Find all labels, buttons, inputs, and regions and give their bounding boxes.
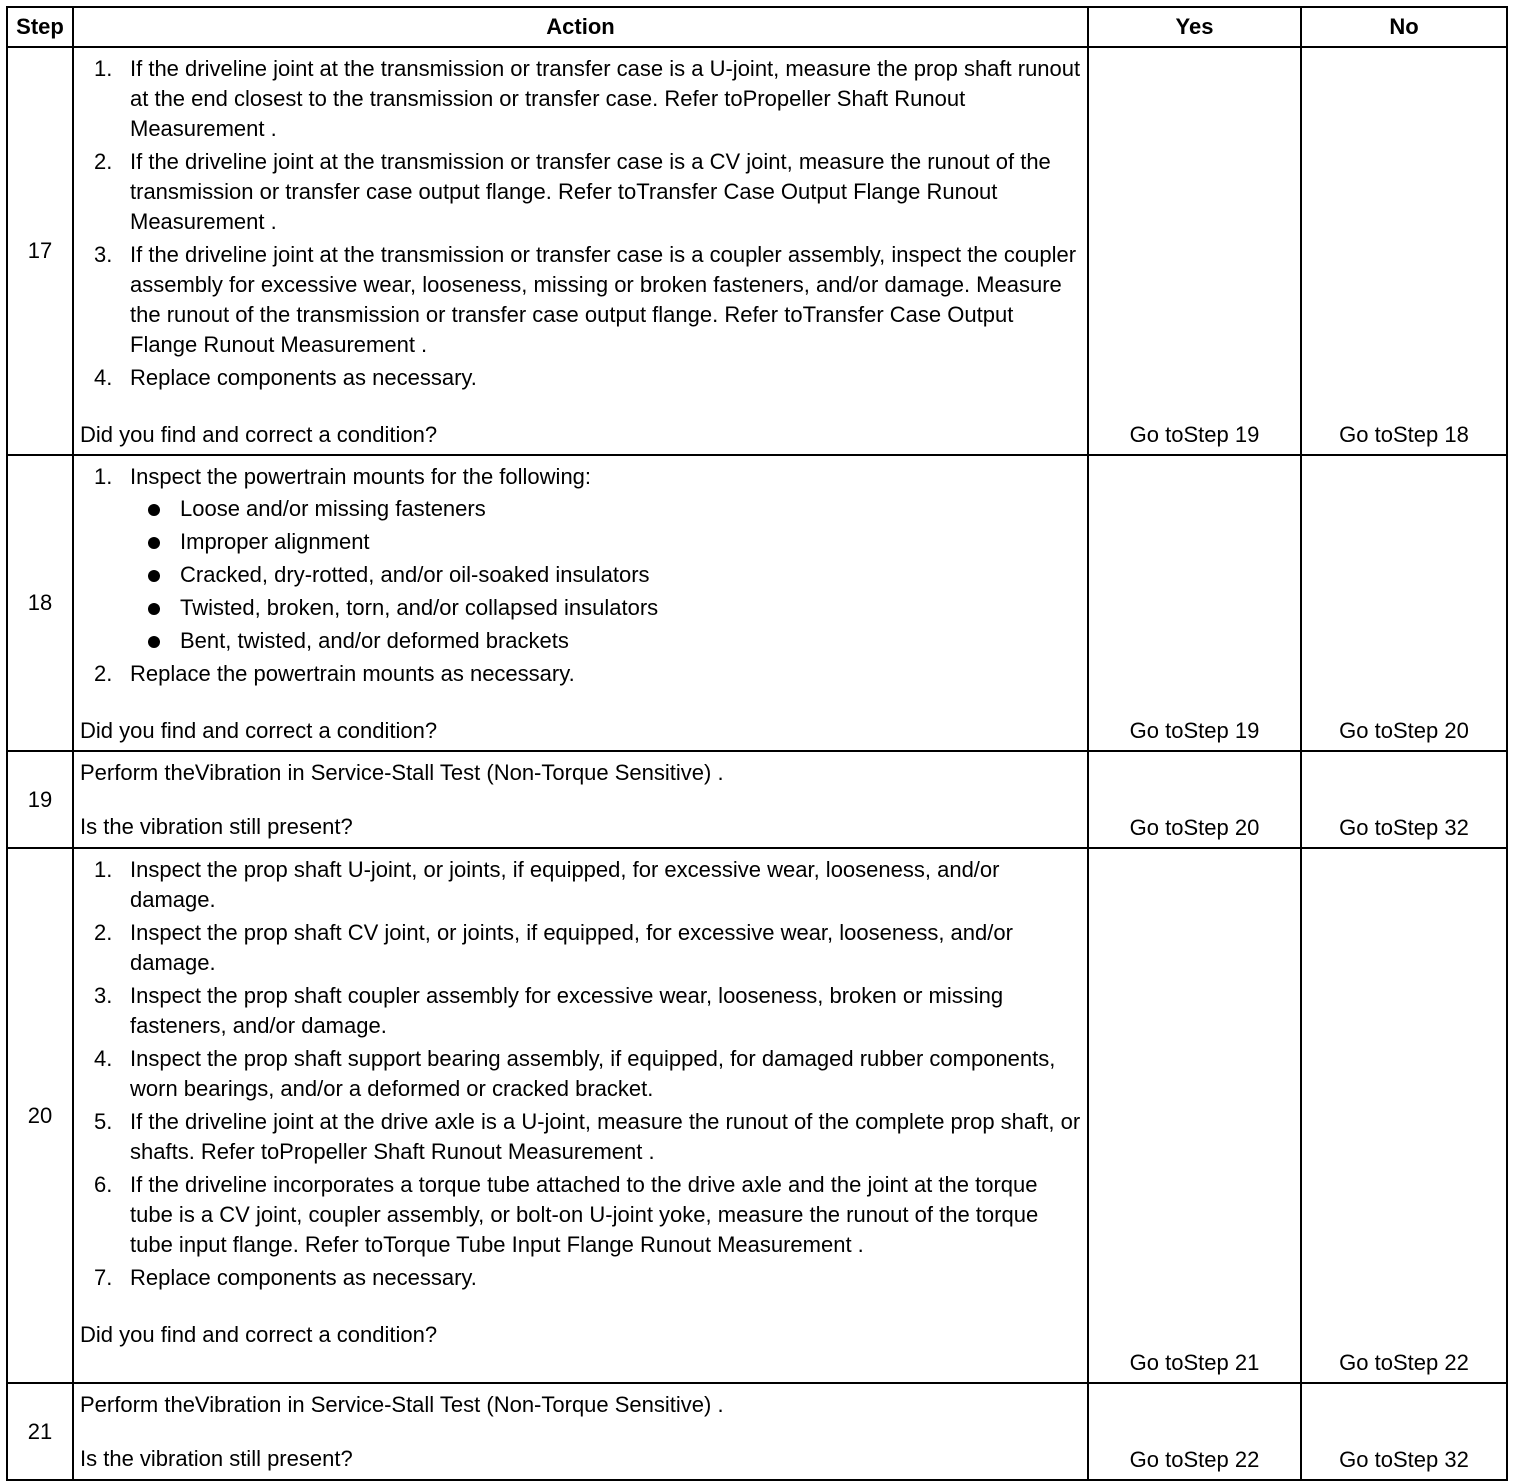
action-cell [73,47,1088,455]
diagnostic-table [6,6,1508,1481]
yes-result: Go toStep 20 [1088,751,1301,848]
action-question: Did you find and correct a condition? [80,1322,438,1347]
action-item [80,147,1081,237]
item-number: 2. [94,920,113,945]
action-cell [73,848,1088,1383]
action-list [80,462,1081,689]
bullet-item [130,593,1081,623]
item-number: 5. [94,1109,113,1134]
item-number: 1. [94,56,113,81]
item-number: 2. [94,149,113,174]
item-number: 2. [94,661,113,686]
header-row [7,7,1507,47]
yes-result: Go toStep 19 [1088,455,1301,751]
header-step: Step [7,7,73,47]
action-item [80,1107,1081,1167]
spacer [80,1420,1081,1444]
action-item [80,855,1081,915]
bullet-item [130,560,1081,590]
item-number: 4. [94,365,113,390]
item-text: If the driveline joint at the transmission or transfer case is a U-joint, measure the prop shaft runout at the end closest to the transmission or transfer case. Refer toPropeller Shaft Runout Measurement . [130,56,1081,141]
item-text: Inspect the powertrain mounts for the following: [130,464,592,489]
item-number: 6. [94,1172,113,1197]
spacer [80,396,1081,420]
action-item [80,1170,1081,1260]
action-item [80,1044,1081,1104]
action-intro: Perform theVibration in Service-Stall Test (Non-Torque Sensitive) . [80,1392,724,1417]
action-question: Did you find and correct a condition? [80,718,438,743]
item-text: Inspect the prop shaft CV joint, or joints, if equipped, for excessive wear, looseness, and/or damage. [130,920,1013,975]
item-text: Inspect the prop shaft support bearing assembly, if equipped, for damaged rubber components, worn bearings, and/or a deformed or cracked bracket. [130,1046,1056,1101]
item-text: If the driveline joint at the drive axle is a U-joint, measure the runout of the complete prop shaft, or shafts. Refer toPropeller Shaft Runout Measurement . [130,1109,1081,1164]
item-number: 3. [94,983,113,1008]
action-cell [73,1383,1088,1480]
spacer [80,692,1081,716]
bullet-text: Bent, twisted, and/or deformed brackets [180,628,569,653]
item-text: Inspect the prop shaft coupler assembly for excessive wear, looseness, broken or missing fasteners, and/or damage. [130,983,1004,1038]
action-item [80,240,1081,360]
bullet-item [130,626,1081,656]
action-intro: Perform theVibration in Service-Stall Test (Non-Torque Sensitive) . [80,760,724,785]
bullet-dot-icon [148,570,160,582]
header-yes: Yes [1088,7,1301,47]
item-number: 3. [94,242,113,267]
bullet-text: Twisted, broken, torn, and/or collapsed insulators [180,595,659,620]
bullet-dot-icon [148,537,160,549]
item-text: Replace components as necessary. [130,365,477,390]
bullet-text: Improper alignment [180,529,370,554]
item-text: Replace components as necessary. [130,1265,477,1290]
step-number: 17 [7,47,73,455]
action-item [80,363,1081,393]
action-item [80,54,1081,144]
table-row [7,1383,1507,1480]
action-list [80,855,1081,1293]
action-cell [73,751,1088,848]
step-number: 18 [7,455,73,751]
step-number: 20 [7,848,73,1383]
no-result: Go toStep 32 [1301,1383,1507,1480]
action-question: Is the vibration still present? [80,814,353,839]
bullet-dot-icon [148,636,160,648]
table-row [7,47,1507,455]
bullet-dot-icon [148,603,160,615]
table-row [7,848,1507,1383]
item-text: Inspect the prop shaft U-joint, or joints, if equipped, for excessive wear, looseness, and/or damage. [130,857,1000,912]
spacer [80,1296,1081,1320]
bullet-item [130,527,1081,557]
table-row [7,751,1507,848]
action-question: Did you find and correct a condition? [80,422,438,447]
no-result: Go toStep 32 [1301,751,1507,848]
bullet-item [130,494,1081,524]
item-number: 1. [94,464,113,489]
header-no: No [1301,7,1507,47]
item-number: 7. [94,1265,113,1290]
action-item [80,918,1081,978]
bullet-list [130,494,1081,656]
no-result: Go toStep 18 [1301,47,1507,455]
header-action: Action [73,7,1088,47]
action-item [80,462,1081,656]
no-result: Go toStep 22 [1301,848,1507,1383]
yes-result: Go toStep 21 [1088,848,1301,1383]
bullet-text: Loose and/or missing fasteners [180,496,486,521]
item-text: If the driveline incorporates a torque tube attached to the drive axle and the joint at the torque tube is a CV joint, coupler assembly, or bolt-on U-joint yoke, measure the runout of the torque tube input flange. Refer toTorque Tube Input Flange Runout Measurement . [130,1172,1039,1257]
action-cell [73,455,1088,751]
item-text: If the driveline joint at the transmission or transfer case is a CV joint, measure the runout of the transmission or transfer case output flange. Refer toTransfer Case Output Flange Runout Measurement . [130,149,1051,234]
item-number: 4. [94,1046,113,1071]
step-number: 19 [7,751,73,848]
yes-result: Go toStep 19 [1088,47,1301,455]
yes-result: Go toStep 22 [1088,1383,1301,1480]
bullet-text: Cracked, dry-rotted, and/or oil-soaked insulators [180,562,650,587]
spacer [80,788,1081,812]
item-text: Replace the powertrain mounts as necessary. [130,661,575,686]
bullet-dot-icon [148,504,160,516]
step-number: 21 [7,1383,73,1480]
action-item [80,981,1081,1041]
item-number: 1. [94,857,113,882]
table-row [7,455,1507,751]
action-item [80,1263,1081,1293]
item-text: If the driveline joint at the transmission or transfer case is a coupler assembly, inspect the coupler assembly for excessive wear, looseness, missing or broken fasteners, and/or damage. Measure the runout of the transmission or transfer case output flange. Refer toTransfer Case Output Flange Runout Measurement . [130,242,1077,357]
no-result: Go toStep 20 [1301,455,1507,751]
action-item [80,659,1081,689]
action-list [80,54,1081,393]
action-question: Is the vibration still present? [80,1446,353,1471]
